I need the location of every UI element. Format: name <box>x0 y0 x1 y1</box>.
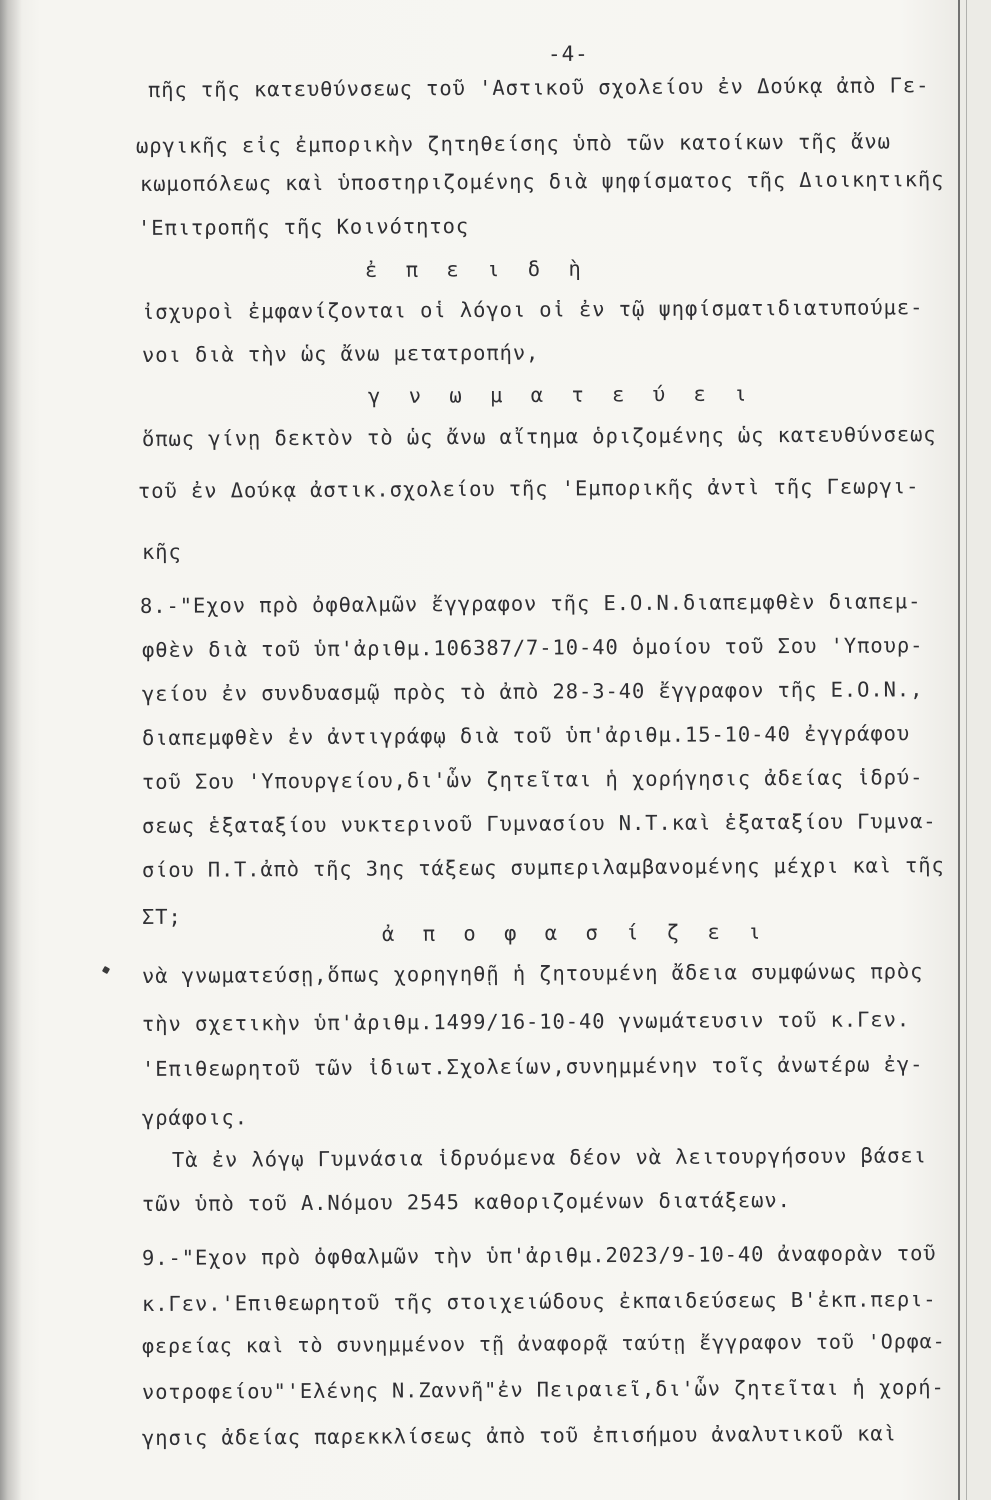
text-line-2: ωργικῆς εἰς ἐμπορικὴν ζητηθείσης ὑπὸ τῶν κατοίκων τῆς ἄνω <box>135 129 891 158</box>
item-8-line-1: 8.-"Εχον πρὸ ὀφθαλμῶν ἔγγραφον τῆς Ε.Ο.Ν.διαπεμφθὲν διαπεμ- <box>139 589 922 618</box>
item-8-line-10: νὰ γνωματεύσῃ,ὅπως χορηγηθῇ ἡ ζητουμένη ἄδεια συμφώνως πρὸς <box>141 959 924 988</box>
page-number: -4- <box>547 41 589 66</box>
item-9-line-5: γησις ἀδείας παρεκκλίσεως ἀπὸ τοῦ ἐπισήμου ἀναλυτικοῦ καὶ <box>141 1421 897 1450</box>
margin-mark <box>102 966 110 974</box>
item-9-line-3: φερείας καὶ τὸ συνημμένον τῇ ἀναφορᾷ ταύτῃ ἔγγραφον τοῦ 'Ορφα- <box>141 1329 946 1358</box>
text-line-11: κῆς <box>141 539 182 564</box>
item-8-line-5: τοῦ Σου 'Υπουργείου,δι'ὧν ζητεῖται ἡ χορήγησις ἀδείας ἱδρύ- <box>141 765 924 794</box>
item-9-line-4: νοτροφείου"'Ελένης Ν.Ζαννῆ"ἐν Πειραιεῖ,δι'ὧν ζητεῖται ἡ χορή- <box>141 1375 945 1404</box>
item-9-line-2: κ.Γεν.'Επιθεωρητοῦ τῆς στοιχειώδους ἐκπαιδεύσεως Β'ἐκπ.περι- <box>141 1287 937 1316</box>
item-8-line-7: σίου Π.Τ.ἀπὸ τῆς 3ης τάξεως συμπεριλαμβανομένης μέχρι καὶ τῆς <box>141 853 945 882</box>
item-8-line-11: τὴν σχετικὴν ὑπ'ἀριθμ.1499/16-10-40 γνωμάτευσιν τοῦ κ.Γεν. <box>141 1007 911 1036</box>
heading-gnomateuei: γ ν ω μ α τ ε ύ ε ι <box>367 381 755 408</box>
item-9-line-1: 9.-"Εχον πρὸ ὀφθαλμῶν τὴν ὑπ'ἀριθμ.2023/9-10-40 ἀναφορὰν τοῦ <box>141 1241 937 1270</box>
text-line-1: πῆς τῆς κατευθύνσεως τοῦ 'Αστικοῦ σχολείου ἐν Δούκᾳ ἀπὸ Γε- <box>147 73 930 102</box>
text-line-6: ἰσχυροὶ ἐμφανίζονται οἱ λόγοι οἱ ἐν τῷ ψηφίσματιδιατυπούμε- <box>141 295 924 324</box>
item-8-line-8: ΣΤ; <box>141 904 182 929</box>
item-8-line-13: γράφοις. <box>141 1105 249 1130</box>
heading-epeidi: ἐ π ε ι δ ὴ <box>364 256 589 282</box>
right-margin-rule-secondary <box>966 0 967 1500</box>
right-margin-rule <box>958 0 960 1500</box>
scan-left-edge-shadow <box>0 0 22 1500</box>
heading-apofasizei: ἀ π ο φ α σ ί ζ ε ι <box>381 919 769 946</box>
item-8-line-15: τῶν ὑπὸ τοῦ Α.Νόμου 2545 καθοριζομένων διατάξεων. <box>141 1188 791 1216</box>
text-line-10: τοῦ ἐν Δούκᾳ ἀστικ.σχολείου τῆς 'Εμπορικῆς ἀντὶ τῆς Γεωργι- <box>137 474 920 503</box>
item-8-line-2: φθὲν διὰ τοῦ ὑπ'ἀριθμ.106387/7-10-40 ὁμοίου τοῦ Σου 'Υπουρ- <box>141 633 924 662</box>
item-8-line-3: γείου ἐν συνδυασμῷ πρὸς τὸ ἀπὸ 28-3-40 ἔγγραφον τῆς Ε.Ο.Ν., <box>141 677 924 706</box>
text-line-9: ὅπως γίνῃ δεκτὸν τὸ ὡς ἄνω αἴτημα ὁριζομένης ὡς κατευθύνσεως <box>141 422 937 451</box>
text-line-4: 'Επιτροπῆς τῆς Κοινότητος <box>137 213 470 240</box>
item-8-line-6: σεως ἑξαταξίου νυκτερινοῦ Γυμνασίου Ν.Τ.καὶ ἑξαταξίου Γυμνα- <box>141 809 937 838</box>
text-line-7: νοι διὰ τὴν ὡς ἄνω μετατροπήν, <box>141 340 540 367</box>
text-line-3: κωμοπόλεως καὶ ὑποστηριζομένης διὰ ψηφίσματος τῆς Διοικητικῆς <box>139 167 945 196</box>
item-8-line-12: 'Επιθεωρητοῦ τῶν ἰδιωτ.Σχολείων,συνημμένην τοῖς ἀνωτέρω ἐγ- <box>141 1052 924 1081</box>
item-8-line-14: Τὰ ἐν λόγῳ Γυμνάσια ἱδρυόμενα δέον νὰ λειτουργήσουν βάσει <box>171 1143 927 1172</box>
item-8-line-4: διαπεμφθὲν ἐν ἀντιγράφῳ διὰ τοῦ ὑπ'ἀριθμ.15-10-40 ἐγγράφου <box>141 721 911 750</box>
